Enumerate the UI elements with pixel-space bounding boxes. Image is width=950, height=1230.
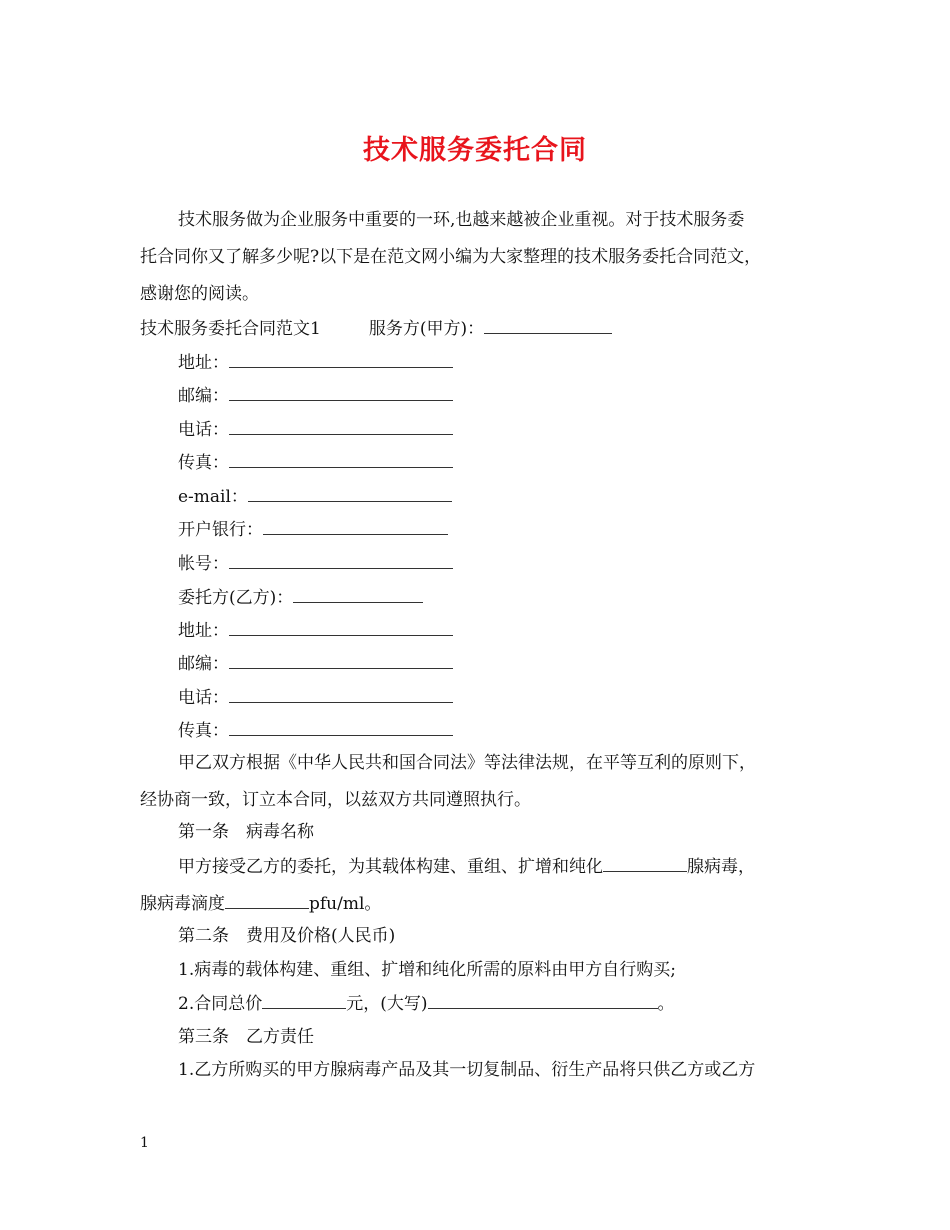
intro-line-3: 感谢您的阅读。 (140, 284, 259, 304)
price-words-blank (428, 992, 658, 1009)
party-b-field (178, 619, 453, 642)
article-1-text: pfu/ml。 (309, 894, 382, 914)
party-a-field (178, 351, 453, 374)
article-2-text: 。 (657, 994, 675, 1014)
field-label: e-mail： (178, 487, 248, 507)
field-blank (263, 518, 448, 535)
party-a-blank (484, 317, 612, 334)
article-3-item-1: 1.乙方所购买的甲方腺病毒产品及其一切复制品、衍生产品将只供乙方或乙方 (178, 1060, 756, 1080)
price-blank (262, 992, 346, 1009)
party-a-field (178, 418, 453, 441)
party-a-label: 服务方(甲方)： (368, 319, 485, 339)
field-blank (229, 418, 453, 435)
field-label: 电话： (178, 420, 229, 440)
party-a-field (178, 552, 453, 575)
field-label: 开户银行： (178, 520, 263, 540)
article-2-text: 2.合同总价 (178, 994, 263, 1014)
field-label: 帐号： (178, 554, 229, 574)
field-label: 地址： (178, 353, 229, 373)
preamble-line-2: 经协商一致，订立本合同，以兹双方共同遵照执行。 (140, 790, 531, 810)
field-label: 地址： (178, 621, 229, 641)
field-blank (229, 552, 453, 569)
article-1-text: 甲方接受乙方的委托，为其载体构建、重组、扩增和纯化 (178, 857, 603, 877)
field-blank (229, 351, 453, 368)
virus-name-blank (603, 855, 687, 872)
field-label: 邮编： (178, 386, 229, 406)
field-label: 邮编： (178, 654, 229, 674)
field-blank (229, 384, 453, 401)
titer-blank (225, 892, 309, 909)
article-2-item-1: 1.病毒的载体构建、重组、扩增和纯化所需的原料由甲方自行购买; (178, 960, 676, 980)
document-title: 技术服务委托合同 (363, 135, 587, 166)
intro-line-1: 技术服务做为企业服务中重要的一环,也越来越被企业重视。对于技术服务委 (178, 210, 745, 230)
party-b-label: 委托方(乙方)： (178, 588, 294, 608)
article-1-heading: 第一条 病毒名称 (178, 822, 314, 842)
article-1-text: 腺病毒， (687, 857, 755, 877)
party-b-row (178, 586, 423, 609)
field-blank (229, 686, 453, 703)
sample-title-row (140, 317, 612, 340)
intro-line-2: 托合同你又了解多少呢?以下是在范文网小编为大家整理的技术服务委托合同范文， (140, 247, 762, 267)
page-number: 1 (140, 1135, 149, 1151)
field-label: 传真： (178, 721, 229, 741)
article-3-heading: 第三条 乙方责任 (178, 1027, 314, 1047)
article-2-heading: 第二条 费用及价格(人民币) (178, 926, 396, 946)
party-a-field (178, 518, 448, 541)
field-blank (229, 451, 453, 468)
party-b-blank (293, 586, 423, 603)
field-label: 传真： (178, 453, 229, 473)
field-blank (229, 652, 453, 669)
article-2-item-2 (178, 992, 675, 1015)
article-1-line-1 (178, 855, 755, 878)
field-blank (229, 719, 453, 736)
article-2-text: 元，(大写) (346, 994, 428, 1014)
party-b-field (178, 686, 453, 709)
sample-title: 技术服务委托合同范文1 (140, 319, 321, 339)
party-a-field (178, 485, 452, 508)
article-1-line-2 (140, 892, 381, 915)
field-blank (248, 485, 452, 502)
article-1-text: 腺病毒滴度 (140, 894, 225, 914)
party-a-field (178, 384, 453, 407)
party-b-field (178, 652, 453, 675)
party-a-field (178, 451, 453, 474)
party-b-field (178, 719, 453, 742)
field-blank (229, 619, 453, 636)
preamble-line-1: 甲乙双方根据《中华人民共和国合同法》等法律法规，在平等互利的原则下， (178, 753, 756, 773)
field-label: 电话： (178, 688, 229, 708)
